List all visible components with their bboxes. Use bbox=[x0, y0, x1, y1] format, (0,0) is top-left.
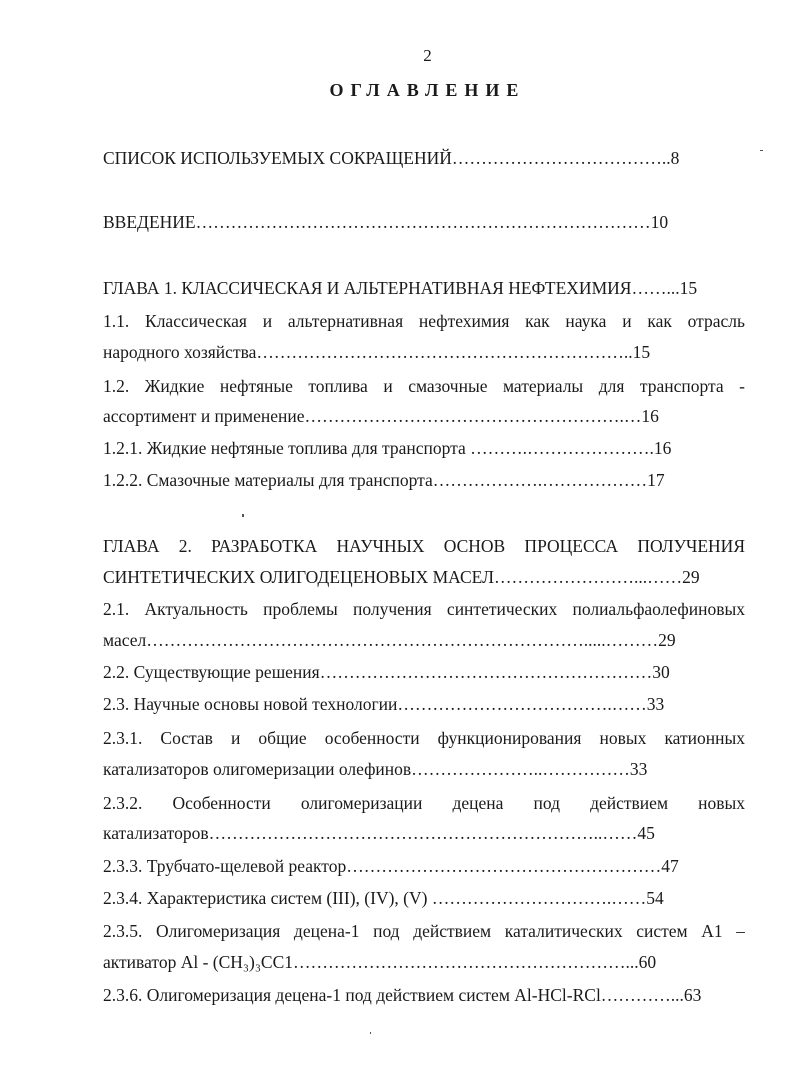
toc-entry-chapter-2-line-1: ГЛАВА 2. РАЗРАБОТКА НАУЧНЫХ ОСНОВ ПРОЦЕССА ПОЛУЧЕНИЯ bbox=[103, 536, 745, 556]
toc-entry-1-2-line-2: ассортимент и применение……………………………………………….…16 bbox=[103, 406, 659, 426]
toc-entry-2-3-2-line-2: катализаторов…………………………………………………………..……45 bbox=[103, 823, 655, 843]
toc-entry-introduction: ВВЕДЕНИЕ……………………………………………………………………10 bbox=[103, 212, 669, 232]
toc-entry-2-2: 2.2. Существующие решения…………………………………………………30 bbox=[103, 662, 670, 682]
page-title: ОГЛАВЛЕНИЕ bbox=[329, 80, 526, 100]
toc-entry-1-2-1: 1.2.1. Жидкие нефтяные топлива для транспорта ……….………………….16 bbox=[103, 438, 672, 458]
toc-entry-1-1-line-1: 1.1. Классическая и альтернативная нефтехимия как наука и как отрасль bbox=[103, 311, 745, 331]
toc-entry-2-3-1-line-2: катализаторов олигомеризации олефинов…………………..……………33 bbox=[103, 759, 648, 779]
toc-entry-2-3: 2.3. Научные основы новой технологии……………………………….……33 bbox=[103, 694, 665, 714]
toc-entry-2-1-line-2: масел………………………………………………………………….....………29 bbox=[103, 630, 676, 650]
toc-entry-2-3-5-line-1: 2.3.5. Олигомеризация децена-1 под действием каталитических систем А1 – bbox=[103, 921, 745, 941]
toc-entry-2-3-2-line-1: 2.3.2. Особенности олигомеризации децена под действием новых bbox=[103, 793, 745, 813]
toc-entry-chapter-1: ГЛАВА 1. КЛАССИЧЕСКАЯ И АЛЬТЕРНАТИВНАЯ НЕФТЕХИМИЯ……...15 bbox=[103, 278, 698, 298]
scan-speck bbox=[370, 1032, 371, 1034]
page-number: 2 bbox=[423, 46, 432, 65]
toc-entry-abbreviations: СПИСОК ИСПОЛЬЗУЕМЫХ СОКРАЩЕНИЙ………………………………..8 bbox=[103, 148, 680, 168]
toc-entry-2-3-1-line-1: 2.3.1. Состав и общие особенности функционирования новых катионных bbox=[103, 728, 745, 748]
toc-entry-2-3-4: 2.3.4. Характеристика систем (III), (IV), (V) ………………………….……54 bbox=[103, 888, 664, 908]
toc-entry-chapter-2-line-2: СИНТЕТИЧЕСКИХ ОЛИГОДЕЦЕНОВЫХ МАСЕЛ……………………...……29 bbox=[103, 567, 700, 587]
toc-entry-2-3-6: 2.3.6. Олигомеризация децена-1 под действием систем Al-HCl-RCl…………...63 bbox=[103, 985, 702, 1005]
toc-entry-2-3-5-line-2: активатор Al - (CH₃)₃CC1…………………………………………………...60 bbox=[103, 952, 657, 972]
toc-entry-1-2-2: 1.2.2. Смазочные материалы для транспорта……………….………………17 bbox=[103, 470, 665, 490]
toc-entry-2-1-line-1: 2.1. Актуальность проблемы получения синтетических полиальфаолефиновых bbox=[103, 599, 745, 619]
scan-speck bbox=[242, 514, 244, 517]
toc-entry-1-1-line-2: народного хозяйства………………………………………………………..15 bbox=[103, 342, 651, 362]
toc-entry-1-2-line-1: 1.2. Жидкие нефтяные топлива и смазочные материалы для транспорта - bbox=[103, 376, 745, 396]
scan-speck bbox=[760, 150, 763, 151]
toc-entry-2-3-3: 2.3.3. Трубчато-щелевой реактор………………………………………………47 bbox=[103, 856, 679, 876]
